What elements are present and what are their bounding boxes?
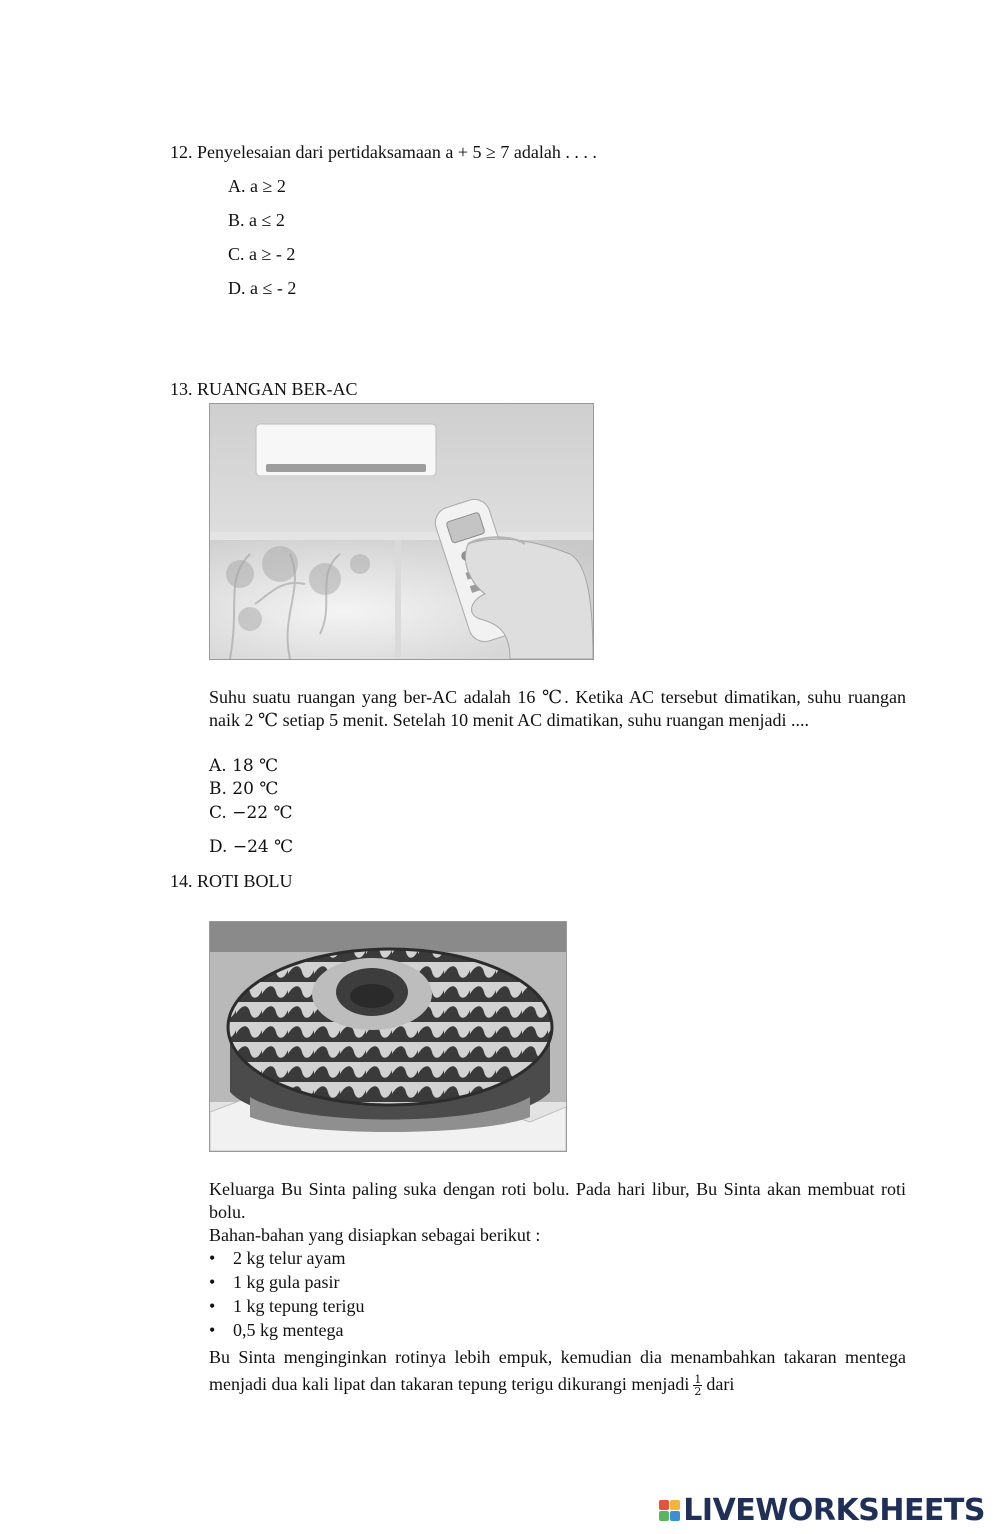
q13-option-a[interactable]: A. 18 ℃ (209, 756, 279, 776)
q13-paragraph: Suhu suatu ruangan yang ber-AC adalah 16 ℃. Ketika AC tersebut dimatikan, suhu ruangan naik 2 ℃ setiap 5 menit. Setelah 10 menit AC dimatikan, suhu ruangan menjadi .... (209, 687, 906, 730)
q12-option-b[interactable]: B. a ≤ 2 (228, 210, 285, 230)
bullet-icon: • (209, 1272, 216, 1292)
q12-option-a[interactable]: A. a ≥ 2 (228, 176, 286, 196)
logo-text: LIVEWORKSHEETS (683, 1493, 985, 1528)
q12-option-c[interactable]: C. a ≥ - 2 (228, 244, 296, 264)
q14-paragraph3: Bu Sinta menginginkan rotinya lebih empuk, kemudian dia menambahkan takaran mentega menjadi dua kali lipat dan takaran tepung terigu dikurangi menjadi $\frac{1}{2}$ dari (209, 1347, 906, 1399)
bullet-icon: • (209, 1320, 216, 1340)
ac-photo (209, 403, 594, 660)
ingredient-item: • 0,5 kg mentega (209, 1320, 344, 1340)
q13-option-b[interactable]: B. 20 ℃ (209, 779, 279, 799)
q12-title: 12. Penyelesaian dari pertidaksamaan a + 5 ≥ 7 adalah . . . . (170, 142, 597, 162)
q14-paragraph1: Keluarga Bu Sinta paling suka dengan roti bolu. Pada hari libur, Bu Sinta akan membuat roti bolu. (209, 1179, 906, 1222)
q13-option-d[interactable]: D. −24 ℃ (209, 837, 294, 857)
fraction-one-half: $\frac{1}{2}$ (694, 1373, 702, 1399)
q14-title: 14. ROTI BOLU (170, 871, 293, 891)
q12-option-d[interactable]: D. a ≤ - 2 (228, 278, 297, 298)
ingredient-item: • 1 kg gula pasir (209, 1272, 340, 1292)
q13-option-c[interactable]: C. −22 ℃ (209, 803, 293, 823)
cake-photo (209, 921, 567, 1152)
ingredient-item: • 1 kg tepung terigu (209, 1296, 365, 1316)
liveworksheets-logo-icon (659, 1500, 680, 1521)
bullet-icon: • (209, 1248, 216, 1268)
bullet-icon: • (209, 1296, 216, 1316)
liveworksheets-logo (659, 1493, 985, 1528)
ingredient-item: • 2 kg telur ayam (209, 1248, 346, 1268)
q14-paragraph2: Bahan-bahan yang disiapkan sebagai berikut : (209, 1225, 541, 1245)
q13-title: 13. RUANGAN BER-AC (170, 379, 358, 399)
